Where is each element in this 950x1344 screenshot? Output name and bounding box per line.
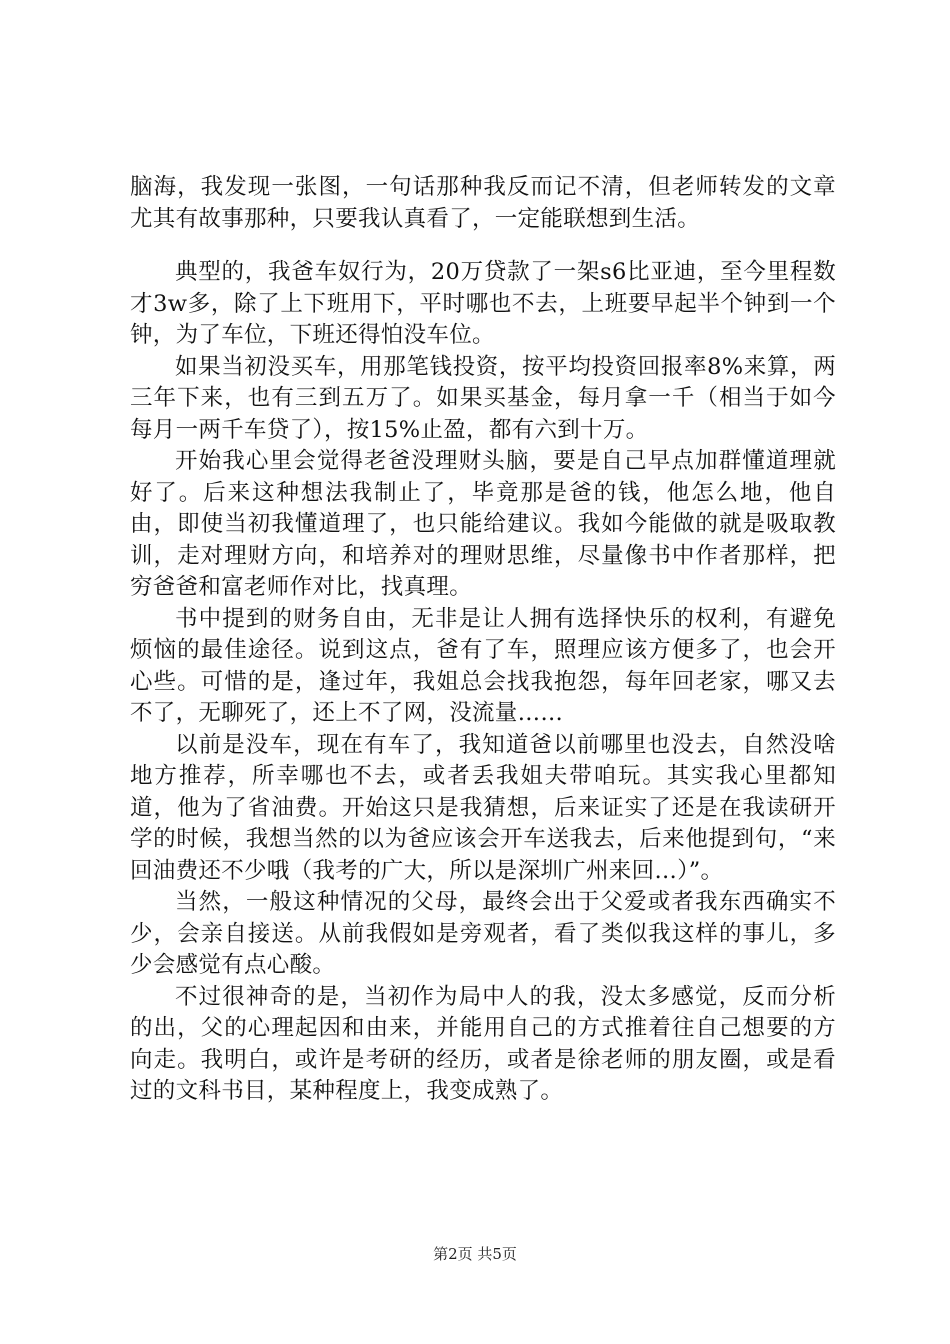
paragraph-5: 书中提到的财务自由，无非是让人拥有选择快乐的权利，有避免烦恼的最佳途径。说到这点，爸有了车，照理应该方便多了，也会开心些。可惜的是，逢过年，我姐总会找我抱怨，每年回老家，哪又去不了，无聊死了，还上不了网，没流量…… xyxy=(130,605,836,726)
paragraph-8: 不过很神奇的是，当初作为局中人的我，没太多感觉，反而分析的出，父的心理起因和由来，并能用自己的方式推着往自己想要的方向走。我明白，或许是考研的经历，或者是徐老师的朋友圈，或是看过的文科书目，某种程度上，我变成熟了。 xyxy=(130,983,836,1104)
paragraph-6: 以前是没车，现在有车了，我知道爸以前哪里也没去，自然没啥地方推荐，所幸哪也不去，或者丢我姐夫带咱玩。其实我心里都知道，他为了省油费。开始这只是我猜想，后来证实了还是在我读研开学的时候，我想当然的以为爸应该会开车送我去，后来他提到句，“来回油费还不少哦（我考的广大，所以是深圳广州来回…）”。 xyxy=(130,731,836,884)
page-number-footer: 第2页 共5页 xyxy=(433,1245,517,1263)
paragraph-7: 当然，一般这种情况的父母，最终会出于父爱或者我东西确实不少，会亲自接送。从前我假如是旁观者，看了类似我这样的事儿，多少会感觉有点心酸。 xyxy=(130,889,836,978)
document-body xyxy=(130,172,836,1108)
paragraph-1: 脑海，我发现一张图，一句话那种我反而记不清，但老师转发的文章尤其有故事那种，只要我认真看了，一定能联想到生活。 xyxy=(130,174,836,232)
paragraph-2: 典型的，我爸车奴行为，20万贷款了一架s6比亚迪，至今里程数才3w多，除了上下班用下，平时哪也不去，上班要早起半个钟到一个钟，为了车位，下班还得怕没车位。 xyxy=(130,259,836,348)
paragraph-4: 开始我心里会觉得老爸没理财头脑，要是自己早点加群懂道理就好了。后来这种想法我制止了，毕竟那是爸的钱，他怎么地，他自由，即使当初我懂道理了，也只能给建议。我如今能做的就是吸取教训，走对理财方向，和培养对的理财思维，尽量像书中作者那样，把穷爸爸和富老师作对比，找真理。 xyxy=(130,448,836,600)
paragraph-3: 如果当初没买车，用那笔钱投资，按平均投资回报率8%来算，两三年下来，也有三到五万了。如果买基金，每月拿一千（相当于如今每月一两千车贷了），按15%止盈，都有六到十万。 xyxy=(130,353,836,443)
